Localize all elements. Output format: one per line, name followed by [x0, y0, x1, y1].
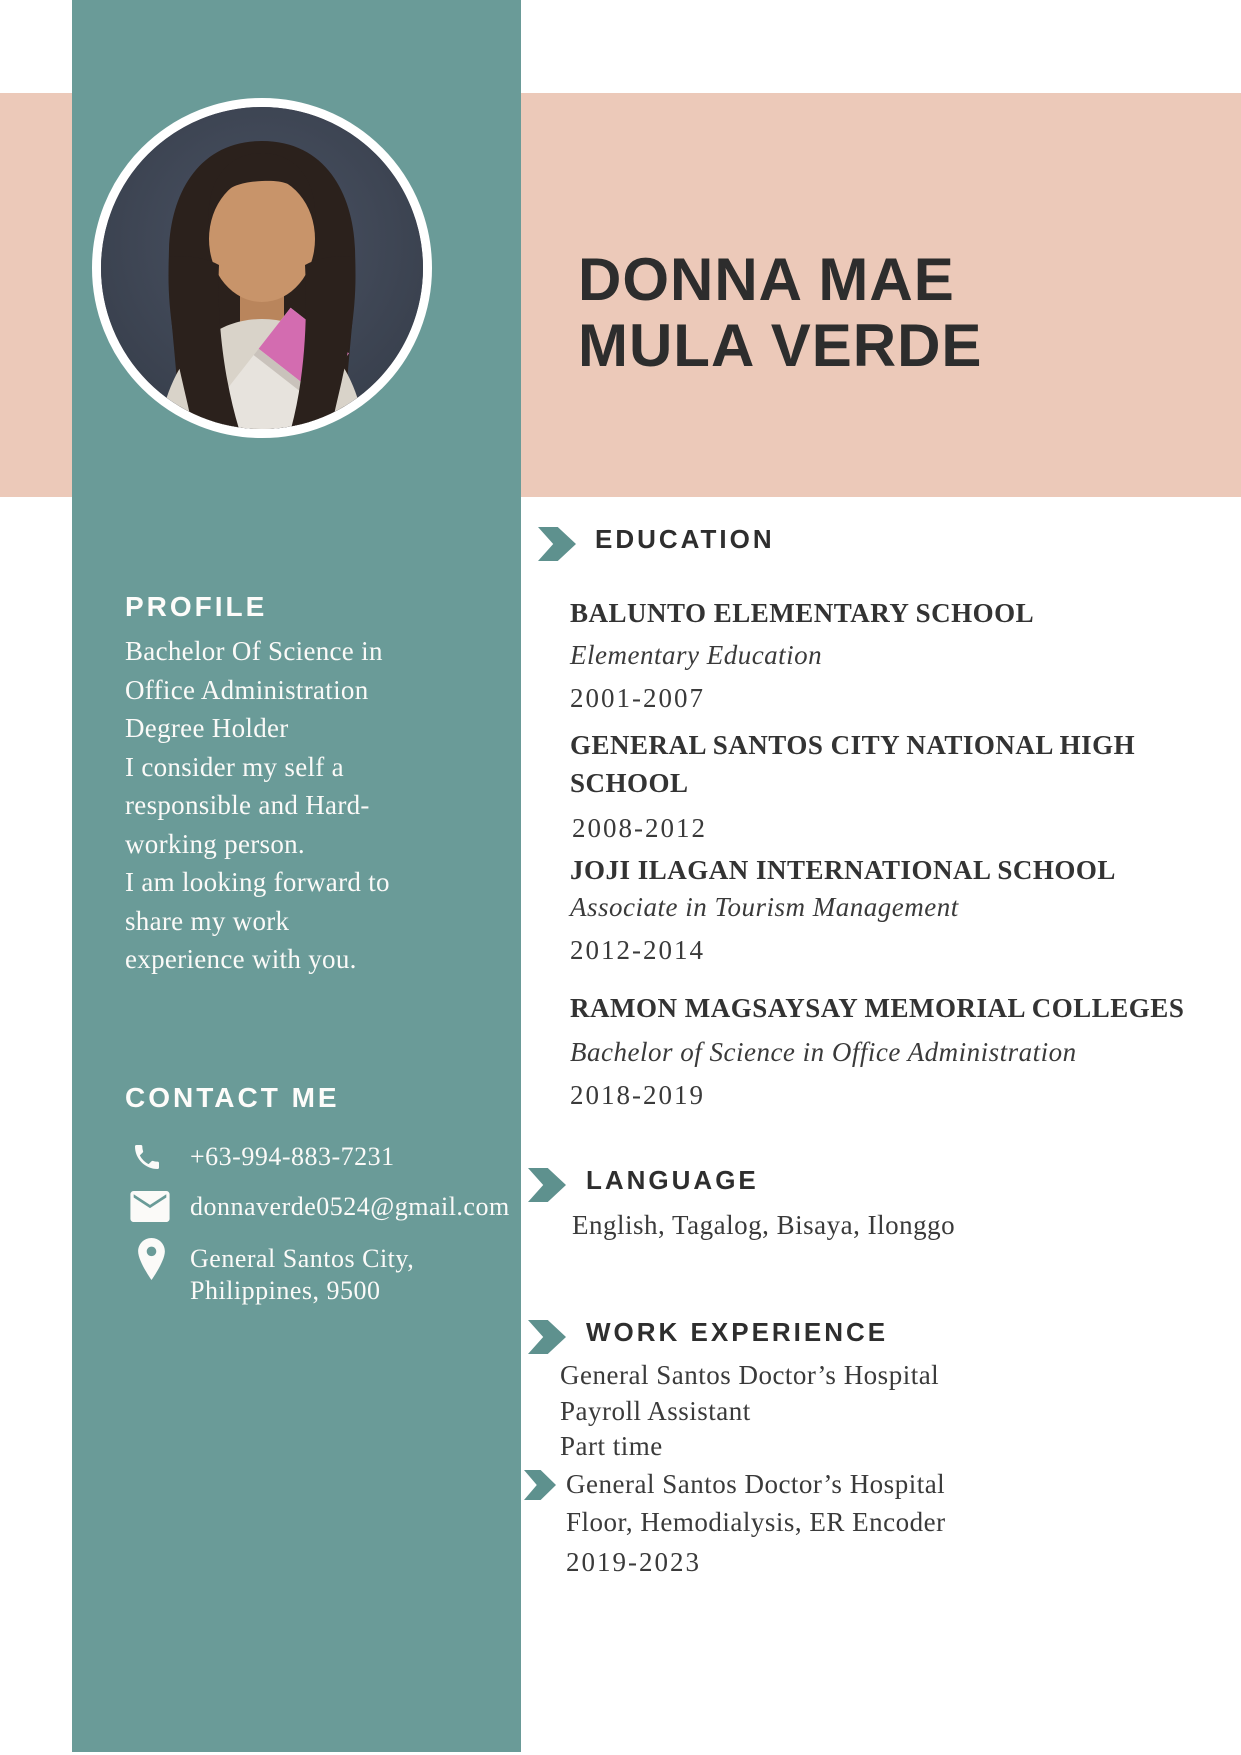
education-school: RAMON MAGSAYSAY MEMORIAL COLLEGES: [570, 993, 1185, 1023]
education-years: 2008-2012: [572, 813, 707, 843]
envelope-icon: [130, 1191, 170, 1222]
education-school: BALUNTO ELEMENTARY SCHOOL: [570, 598, 1035, 628]
work-company: General Santos Doctor’s Hospital: [566, 1469, 946, 1499]
name-line-1: DONNA MAE: [578, 246, 955, 313]
chevron-right-icon: [528, 1320, 566, 1354]
portrait-illustration: [101, 107, 423, 429]
email-address: donnaverde0524@gmail.com: [190, 1192, 510, 1221]
profile-text-line: Degree Holder: [125, 713, 289, 743]
location-pin-icon: [138, 1238, 165, 1280]
phone-number: +63-994-883-7231: [190, 1142, 395, 1171]
profile-text-line: experience with you.: [125, 944, 357, 974]
work-company: General Santos Doctor’s Hospital: [560, 1360, 940, 1390]
name-heading: [578, 247, 982, 379]
chevron-right-icon: [538, 527, 576, 561]
name-line-2: MULA VERDE: [578, 312, 983, 379]
work-role: Floor, Hemodialysis, ER Encoder: [566, 1507, 946, 1537]
profile-text: [125, 632, 465, 979]
profile-photo: [92, 98, 432, 438]
work-experience-heading: WORK EXPERIENCE: [586, 1317, 889, 1347]
education-school: GENERAL SANTOS CITY NATIONAL HIGH: [570, 730, 1136, 760]
contact-heading: CONTACT ME: [125, 1082, 340, 1113]
education-school: SCHOOL: [570, 768, 689, 798]
profile-text-line: I am looking forward to: [125, 867, 390, 897]
location-line-1: General Santos City,: [190, 1244, 415, 1273]
profile-text-line: I consider my self a: [125, 751, 344, 782]
work-role: Payroll Assistant: [560, 1396, 751, 1426]
work-years: 2019-2023: [566, 1547, 701, 1577]
profile-text-line: responsible and Hard-: [125, 790, 370, 820]
profile-heading: PROFILE: [125, 591, 268, 622]
location-line-2: Philippines, 9500: [190, 1276, 381, 1305]
profile-text-line: Bachelor Of Science in: [125, 636, 383, 666]
education-years: 2018-2019: [570, 1080, 705, 1110]
language-list: English, Tagalog, Bisaya, Ilonggo: [572, 1210, 956, 1240]
profile-text-line: working person.: [125, 828, 305, 859]
profile-text-line: Office Administration: [125, 674, 369, 705]
education-degree: Associate in Tourism Management: [570, 892, 959, 922]
chevron-bullet-icon: [524, 1470, 556, 1500]
education-degree: Bachelor of Science in Office Administration: [570, 1037, 1077, 1067]
education-years: 2012-2014: [570, 935, 705, 965]
education-years: 2001-2007: [570, 683, 705, 713]
education-degree: Elementary Education: [570, 640, 823, 670]
profile-text-line: share my work: [125, 905, 290, 936]
work-type: Part time: [560, 1431, 663, 1461]
education-heading: EDUCATION: [595, 524, 775, 554]
phone-icon: [131, 1141, 163, 1173]
language-heading: LANGUAGE: [586, 1165, 759, 1195]
chevron-right-icon: [528, 1168, 566, 1202]
education-school: JOJI ILAGAN INTERNATIONAL SCHOOL: [570, 855, 1116, 885]
